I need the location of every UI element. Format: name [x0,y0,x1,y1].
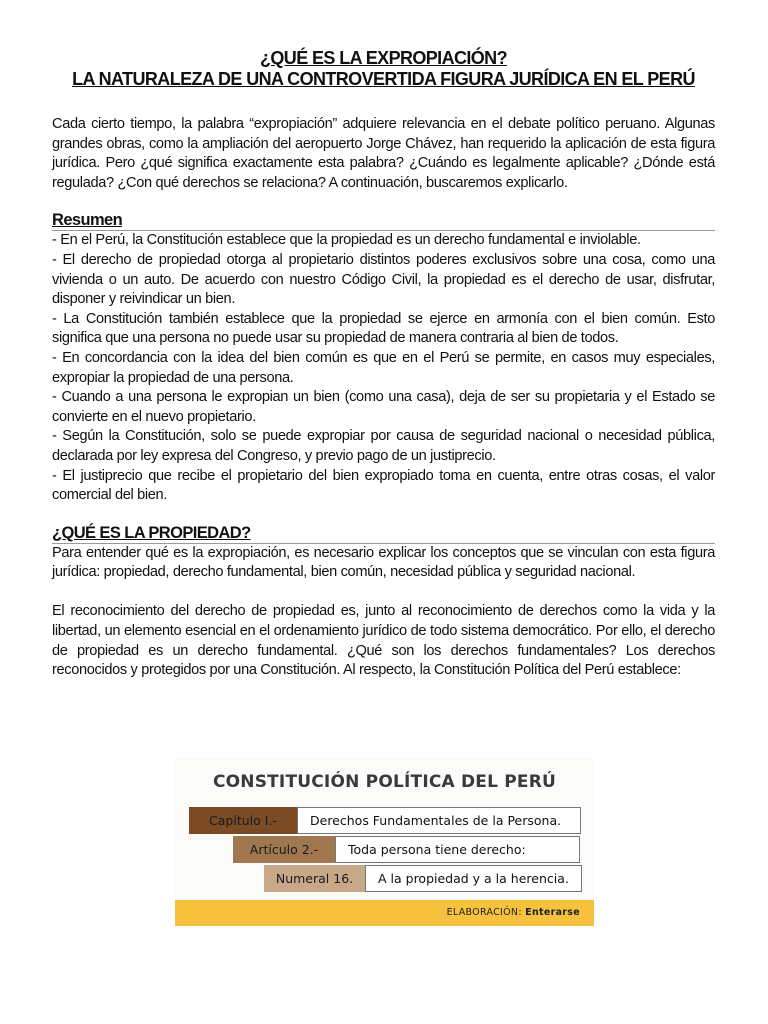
resumen-item: - Cuando a una persona le expropian un bien (como una casa), deja de ser su propietaria y el Estado se convierte en el nuevo propietario. [52,389,715,425]
propiedad-paragraph-2: El reconocimiento del derecho de propiedad es, junto al reconocimiento de derechos como la vida y la libertad, un elemento esencial en el ordenamiento jurídico de todo sistema democrático. Por ello, el derecho de propiedad es un derecho fundamental. ¿Qué son los derechos fundamentales? Los derechos reconocidos y protegidos por una Constitución. Al respecto, la Constitución Política del Perú establece: [52,603,715,679]
infographic-label: Artículo 2.- [233,836,335,863]
infographic-label: Capítulo I.- [189,807,297,834]
credit-name: Enterarse [525,907,580,918]
credit-label: ELABORACIÓN: [446,907,522,918]
intro-paragraph: Cada cierto tiempo, la palabra “expropiación” adquiere relevancia en el debate político peruano. Algunas grandes obras, como la ampliación del aeropuerto Jorge Chávez, han requerido la aplicación de esta figura jurídica. Pero ¿qué significa exactamente esta palabra? ¿Cuándo es legalmente aplicable? ¿Dónde está regulada? ¿Con qué derechos se relaciona? A continuación, buscaremos explicarlo. [52,116,715,191]
infographic-value: A la propiedad y a la herencia. [365,865,582,892]
propiedad-heading: ¿QUÉ ES LA PROPIEDAD? [52,523,251,542]
infographic-value: Toda persona tiene derecho: [335,836,580,863]
infographic-row-chapter [189,807,581,834]
infographic-label: Numeral 16. [264,865,365,892]
resumen-item: - Según la Constitución, solo se puede expropiar por causa de seguridad nacional o necesidad pública, declarada por ley expresa del Congreso, y previo pago de un justiprecio. [52,428,715,464]
resumen-item: - El justiprecio que recibe el propietario del bien expropiado toma en cuenta, entre otras cosas, el valor comercial del bien. [52,467,715,504]
constitution-infographic [175,758,594,926]
resumen-heading-block [52,210,715,231]
resumen-heading: Resumen [52,211,123,230]
resumen-item: - La Constitución también establece que la propiedad se ejerce en armonía con el bien común. Esto significa que una persona no puede usar su propiedad de manera contraria al bien de todos. [52,310,715,347]
infographic-title: CONSTITUCIÓN POLÍTICA DEL PERÚ [212,772,557,792]
propiedad-heading-block [52,523,715,544]
document-page [52,48,715,681]
resumen-item: - El derecho de propiedad otorga al propietario distintos poderes exclusivos sobre una cosa, como una vivienda o un auto. De acuerdo con nuestro Código Civil, la propiedad es el derecho de usar, disfrutar, disponer y reivindicar un bien. [52,251,715,308]
infographic-credit [447,900,580,926]
infographic-row-article [233,836,580,863]
propiedad-paragraph-1: Para entender qué es la expropiación, es necesario explicar los conceptos que se vinculan con esta figura jurídica: propiedad, derecho fundamental, bien común, necesidad pública y seguridad nacional. [52,544,715,581]
infographic-value: Derechos Fundamentales de la Persona. [297,807,581,834]
resumen-list [52,231,715,505]
resumen-item: - En el Perú, la Constitución establece que la propiedad es un derecho fundamental e inviolable. [52,232,641,249]
document-title-line-2: LA NATURALEZA DE UNA CONTROVERTIDA FIGURA JURÍDICA EN EL PERÚ [72,69,695,89]
document-title-line-1: ¿QUÉ ES LA EXPROPIACIÓN? [260,48,507,68]
resumen-item: - En concordancia con la idea del bien común es que en el Perú se permite, en casos muy especiales, expropiar la propiedad de una persona. [52,349,715,386]
infographic-row-numeral [264,865,582,892]
infographic-footer [175,900,594,926]
